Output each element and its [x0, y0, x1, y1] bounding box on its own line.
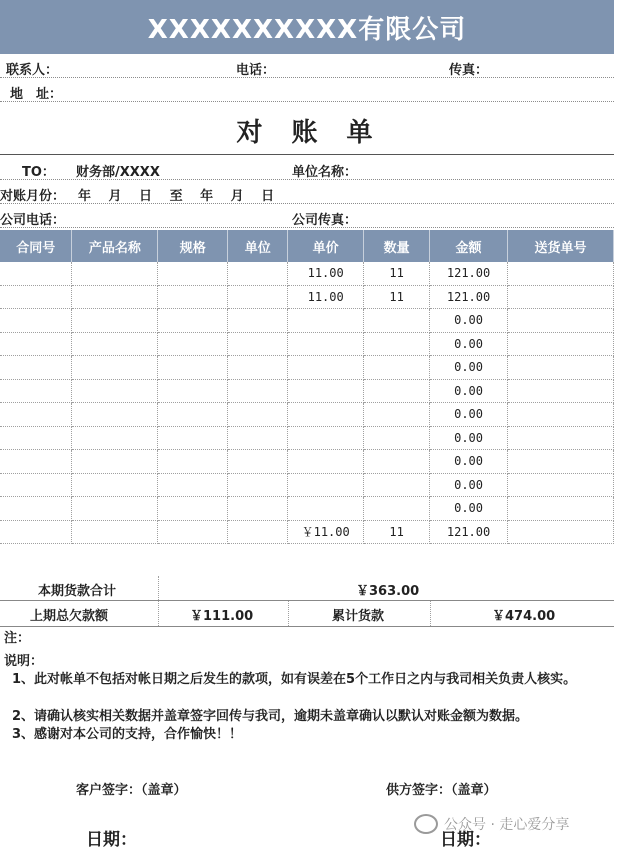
- explain-label: 说明：: [4, 654, 44, 669]
- prev-balance-value: ￥111.00: [190, 609, 254, 624]
- contact-row: [0, 57, 614, 78]
- table-cell: [72, 285, 158, 309]
- unit-name-label: 单位名称：: [292, 165, 358, 180]
- table-cell: [228, 356, 288, 380]
- table-cell: [72, 262, 158, 285]
- column-header: 单位: [228, 230, 288, 262]
- company-fax-label: 公司传真：: [292, 213, 358, 228]
- table-row: [0, 520, 614, 544]
- contact-label: 联系人：: [6, 63, 59, 78]
- table-cell: [0, 497, 72, 521]
- table-cell: [72, 403, 158, 427]
- table-cell: [288, 450, 364, 474]
- table-cell: [0, 450, 72, 474]
- table-row: [0, 426, 614, 450]
- table-cell: 11: [364, 285, 430, 309]
- table-cell: [228, 262, 288, 285]
- table-cell: [508, 262, 614, 285]
- table-cell: 0.00: [430, 403, 508, 427]
- table-row: [0, 309, 614, 333]
- table-cell: [0, 262, 72, 285]
- table-cell: [72, 497, 158, 521]
- table-cell: [228, 450, 288, 474]
- watermark: [414, 814, 569, 834]
- table-cell: [72, 332, 158, 356]
- table-cell: [508, 403, 614, 427]
- table-cell: [288, 356, 364, 380]
- table-cell: [364, 473, 430, 497]
- table-cell: 121.00: [430, 520, 508, 544]
- table-cell: [508, 473, 614, 497]
- table-cell: [508, 285, 614, 309]
- phone-label: 电话：: [236, 63, 276, 78]
- table-cell: [72, 426, 158, 450]
- table-row: [0, 379, 614, 403]
- balance-divider-3: [430, 601, 431, 626]
- table-cell: [508, 332, 614, 356]
- watermark-text: 公众号 · 走心爱分享: [444, 817, 570, 833]
- table-cell: [158, 285, 228, 309]
- table-cell: 11: [364, 262, 430, 285]
- table-cell: [288, 309, 364, 333]
- supplier-signature: 供方签字：（盖章）: [386, 783, 497, 798]
- table-cell: [72, 473, 158, 497]
- statement-title: 对 账 单: [236, 118, 383, 148]
- table-cell: [0, 426, 72, 450]
- table-cell: ￥11.00: [288, 520, 364, 544]
- table-cell: 0.00: [430, 497, 508, 521]
- table-cell: [158, 473, 228, 497]
- table-cell: [72, 356, 158, 380]
- table-cell: [228, 497, 288, 521]
- table-row: [0, 473, 614, 497]
- note-item-1: 1、此对帐单不包括对帐日期之后发生的款项，如有误差在5个工作日之内与我司相关负责人核实。: [12, 672, 577, 687]
- table-cell: 0.00: [430, 332, 508, 356]
- table-cell: [0, 379, 72, 403]
- to-label: TO：: [22, 165, 55, 180]
- table-cell: [508, 497, 614, 521]
- table-cell: 11.00: [288, 285, 364, 309]
- table-cell: 0.00: [430, 473, 508, 497]
- items-table: [0, 230, 614, 544]
- table-cell: [158, 309, 228, 333]
- table-cell: [228, 403, 288, 427]
- supplier-date: 日期：: [440, 830, 491, 850]
- table-cell: [288, 403, 364, 427]
- table-cell: [508, 379, 614, 403]
- table-cell: [508, 426, 614, 450]
- column-header: 单价: [288, 230, 364, 262]
- table-cell: 11.00: [288, 262, 364, 285]
- table-cell: 0.00: [430, 309, 508, 333]
- table-cell: [72, 379, 158, 403]
- table-cell: 121.00: [430, 262, 508, 285]
- table-cell: [508, 356, 614, 380]
- period-total-row: [0, 576, 614, 601]
- company-contact-row: [0, 207, 614, 228]
- table-cell: [72, 309, 158, 333]
- month-row: [0, 183, 614, 204]
- column-header: 规格: [158, 230, 228, 262]
- table-cell: [288, 497, 364, 521]
- to-row: [0, 159, 614, 180]
- month-value: 年 月 日 至 年 月 日: [78, 189, 275, 204]
- table-cell: [228, 473, 288, 497]
- table-cell: [72, 520, 158, 544]
- table-cell: [158, 332, 228, 356]
- note-item-3: 3、感谢对本公司的支持，合作愉快！！: [12, 727, 243, 742]
- table-cell: [0, 309, 72, 333]
- address-label: 地 址：: [10, 87, 63, 102]
- table-cell: [158, 403, 228, 427]
- table-cell: 11: [364, 520, 430, 544]
- column-header: 送货单号: [508, 230, 614, 262]
- customer-date: 日期：: [86, 830, 137, 850]
- table-cell: [158, 450, 228, 474]
- table-cell: [158, 497, 228, 521]
- table-row: [0, 450, 614, 474]
- wechat-icon: [414, 814, 438, 834]
- table-cell: [228, 520, 288, 544]
- month-label: 对账月份：: [0, 189, 66, 204]
- cumulative-label: 累计货款: [332, 609, 385, 624]
- table-cell: [158, 262, 228, 285]
- table-row: [0, 356, 614, 380]
- balance-row: [0, 601, 614, 627]
- column-header: 产品名称: [72, 230, 158, 262]
- note-label: 注：: [4, 631, 31, 646]
- table-cell: [228, 379, 288, 403]
- period-total-value: ￥363.00: [356, 584, 420, 599]
- table-cell: [0, 520, 72, 544]
- table-cell: [288, 379, 364, 403]
- column-header: 数量: [364, 230, 430, 262]
- table-cell: [364, 309, 430, 333]
- column-header: 金额: [430, 230, 508, 262]
- table-cell: 0.00: [430, 426, 508, 450]
- table-cell: [158, 379, 228, 403]
- prev-balance-label: 上期总欠款额: [30, 609, 109, 624]
- table-cell: [158, 356, 228, 380]
- table-cell: [288, 332, 364, 356]
- table-cell: [158, 520, 228, 544]
- table-cell: [228, 285, 288, 309]
- table-cell: [72, 450, 158, 474]
- table-cell: [0, 403, 72, 427]
- table-cell: [364, 450, 430, 474]
- address-row: [0, 81, 614, 102]
- table-cell: [228, 309, 288, 333]
- column-header: 合同号: [0, 230, 72, 262]
- table-body: [0, 262, 614, 544]
- fax-label: 传真：: [449, 63, 489, 78]
- table-cell: [158, 426, 228, 450]
- table-row: [0, 262, 614, 285]
- table-cell: [508, 309, 614, 333]
- table-cell: 0.00: [430, 450, 508, 474]
- table-cell: [364, 332, 430, 356]
- table-cell: [228, 426, 288, 450]
- period-divider: [158, 576, 159, 600]
- table-cell: [508, 450, 614, 474]
- table-cell: [0, 285, 72, 309]
- table-cell: [364, 497, 430, 521]
- table-cell: 121.00: [430, 285, 508, 309]
- table-cell: [228, 332, 288, 356]
- table-row: [0, 285, 614, 309]
- table-cell: [288, 426, 364, 450]
- table-cell: 0.00: [430, 379, 508, 403]
- table-cell: [364, 403, 430, 427]
- table-cell: [364, 379, 430, 403]
- table-cell: [288, 473, 364, 497]
- table-cell: [364, 356, 430, 380]
- table-cell: [508, 520, 614, 544]
- table-row: [0, 332, 614, 356]
- cumulative-value: ￥474.00: [492, 609, 556, 624]
- table-cell: [364, 426, 430, 450]
- table-cell: [0, 332, 72, 356]
- title-divider: [0, 154, 614, 155]
- company-phone-label: 公司电话：: [0, 213, 66, 228]
- table-row: [0, 403, 614, 427]
- note-item-2: 2、请确认核实相关数据并盖章签字回传与我司，逾期未盖章确认以默认对账金额为数据。: [12, 709, 529, 724]
- table-header-row: [0, 230, 614, 262]
- period-total-label: 本期货款合计: [38, 584, 117, 599]
- table-cell: 0.00: [430, 356, 508, 380]
- balance-divider-2: [288, 601, 289, 626]
- company-name-banner: XXXXXXXXXX有限公司: [0, 0, 614, 54]
- table-cell: [0, 356, 72, 380]
- customer-signature: 客户签字：（盖章）: [76, 783, 187, 798]
- table-cell: [0, 473, 72, 497]
- table-row: [0, 497, 614, 521]
- balance-divider-1: [158, 601, 159, 626]
- to-value: 财务部/XXXX: [76, 165, 160, 180]
